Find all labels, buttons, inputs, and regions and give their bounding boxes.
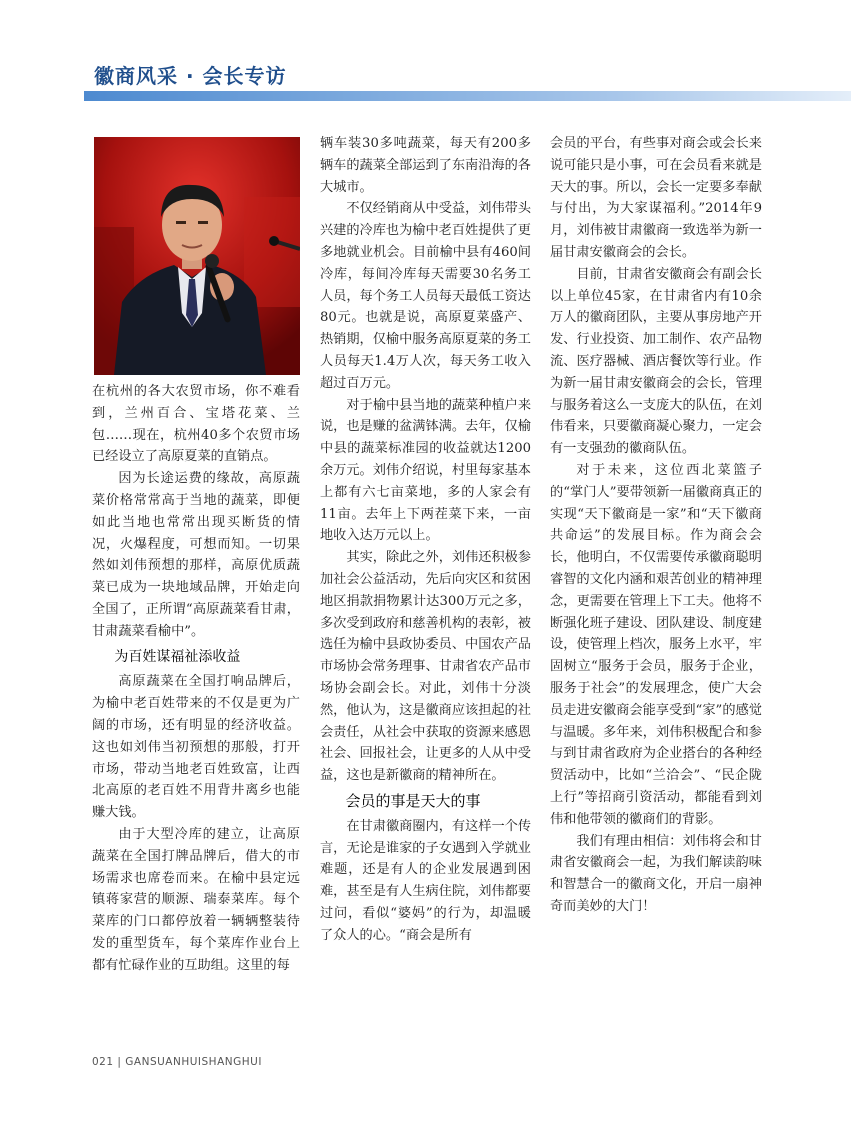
speaker-illustration <box>94 137 300 375</box>
column-1 <box>92 381 300 977</box>
paragraph: 我们有理由相信：刘伟将会和甘肃省安徽商会一起，为我们解读韵味和智慧合一的徽商文化，开启一扇神奇而美妙的大门！ <box>550 833 762 914</box>
header-rule <box>84 91 851 101</box>
paragraph: 不仅经销商从中受益，刘伟带头兴建的冷库也为榆中老百姓提供了更多地就业机会。目前榆中县有460间冷库，每间冷库每天需要30名务工人员，每个务工人员每天最低工资达80元。也就是说，高原夏菜盛产、热销期，仅榆中服务高原夏菜的务工人员每天1.4万人次，每天务工收入超过百万元。 <box>320 201 532 391</box>
subheading: 会员的事是天大的事 <box>345 791 481 810</box>
paragraph: 在杭州的各大农贸市场，你不难看到，兰州百合、宝塔花菜、兰包……现在，杭州40多个农贸市场已经设立了高原夏菜的直销点。 <box>92 384 300 465</box>
paragraph: 其实，除此之外，刘伟还积极参加社会公益活动，先后向灾区和贫困地区捐款捐物累计达300万元之多，多次受到政府和慈善机构的表彰，被选任为榆中县政协委员、中国农产品市场协会常务理事、甘肃省农产品市场协会副会长。对此，刘伟十分淡然，他认为，这是徽商应该担起的社会责任，从社会中获取的资源来感恩社会、回报社会，让更多的人从中受益，这也是新徽商的精神所在。 <box>320 550 532 784</box>
publication-name: GANSUANHUISHANGHUI <box>125 1056 262 1068</box>
column-2 <box>320 133 531 946</box>
paragraph: 由于大型冷库的建立，让高原蔬菜在全国打牌品牌后，借大的市场需求也席卷而来。在榆中县定远镇蒋家营的顺源、瑞泰菜库。每个菜库的门口都停放着一辆辆整装待发的重型货车，每个菜库作业台上都有忙碌作业的互助组。这里的每 <box>92 826 300 973</box>
paragraph: 会员的平台，有些事对商会或会长来说可能只是小事，可在会员看来就是天大的事。所以，会长一定要多奉献与付出，为大家谋福利。”2014年9月，刘伟被甘肃徽商一致选举为新一届甘肃安徽商会的会长。 <box>550 136 762 260</box>
paragraph: 对于未来，这位西北菜篮子的“掌门人”要带领新一届徽商真正的实现“天下徽商是一家”和“天下徽商共命运”的发展目标。作为商会会长，他明白，不仅需要传承徽商聪明睿智的文化内涵和艰苦创业的精神理念，更需要在管理上下工夫。他将不断强化班子建设、团队建设、制度建设，使管理上档次，服务上水平，牢固树立“服务于会员，服务于企业，服务于社会”的发展理念，使广大会员走进安徽商会能享受到“家”的感觉与温暖。多年来，刘伟积极配合和参与到甘肃省政府为企业搭台的各种经贸活动中，比如“兰洽会”、“民企陇上行”等招商引资活动，都能看到刘伟和他带领的徽商们的背影。 <box>550 462 762 827</box>
paragraph: 目前，甘肃省安徽商会有副会长以上单位45家，在甘肃省内有10余万人的徽商团队，主要从事房地产开发、行业投资、加工制作、农产品物流、医疗器械、酒店餐饮等行业。作为新一届甘肃安徽商会的会长，管理与服务着这么一支庞大的队伍，在刘伟看来，只要徽商凝心聚力，一定会有一支强劲的徽商队伍。 <box>550 266 762 457</box>
page-number: 021 <box>92 1056 114 1068</box>
footer-separator: | <box>117 1056 122 1068</box>
column-3 <box>550 133 762 918</box>
paragraph: 在甘肃徽商圈内，有这样一个传言，无论是谁家的子女遇到入学就业难题，还是有人的企业发展遇到困难，甚至是有人生病住院，刘伟都要过问，看似“婆妈”的行为，却温暖了众人的心。“商会是所有 <box>320 818 532 943</box>
section-title: 徽商风采 · 会长专访 <box>94 64 287 88</box>
paragraph: 高原蔬菜在全国打响品牌后，为榆中老百姓带来的不仅是更为广阔的市场，还有明显的经济收益。这也如刘伟当初预想的那般，打开市场，带动当地老百姓致富，让西北高原的老百姓不用背井离乡也能赚大钱。 <box>92 674 300 821</box>
speaker-photo <box>94 137 300 375</box>
subheading: 为百姓谋福祉添收益 <box>114 648 241 665</box>
page-footer <box>92 1056 262 1068</box>
paragraph: 对于榆中县当地的蔬菜种植户来说，也是赚的盆满钵满。去年，仅榆中县的蔬菜标准园的收益就达1200余万元。刘伟介绍说，村里每家基本上都有六七亩菜地，多的人家会有11亩。去年上下两茬菜下来，一亩地收入达万元以上。 <box>320 397 532 544</box>
paragraph: 因为长途运费的缘故，高原蔬菜价格常常高于当地的蔬菜，即便如此当地也常常出现买断货的情况，火爆程度，可想而知。一切果然如刘伟预想的那样，高原优质蔬菜已成为一块地域品牌，开始走向全国了，正所谓“高原蔬菜看甘肃，甘肃蔬菜看榆中”。 <box>92 471 300 639</box>
paragraph: 辆车装30多吨蔬菜，每天有200多辆车的蔬菜全部运到了东南沿海的各大城市。 <box>320 136 531 195</box>
